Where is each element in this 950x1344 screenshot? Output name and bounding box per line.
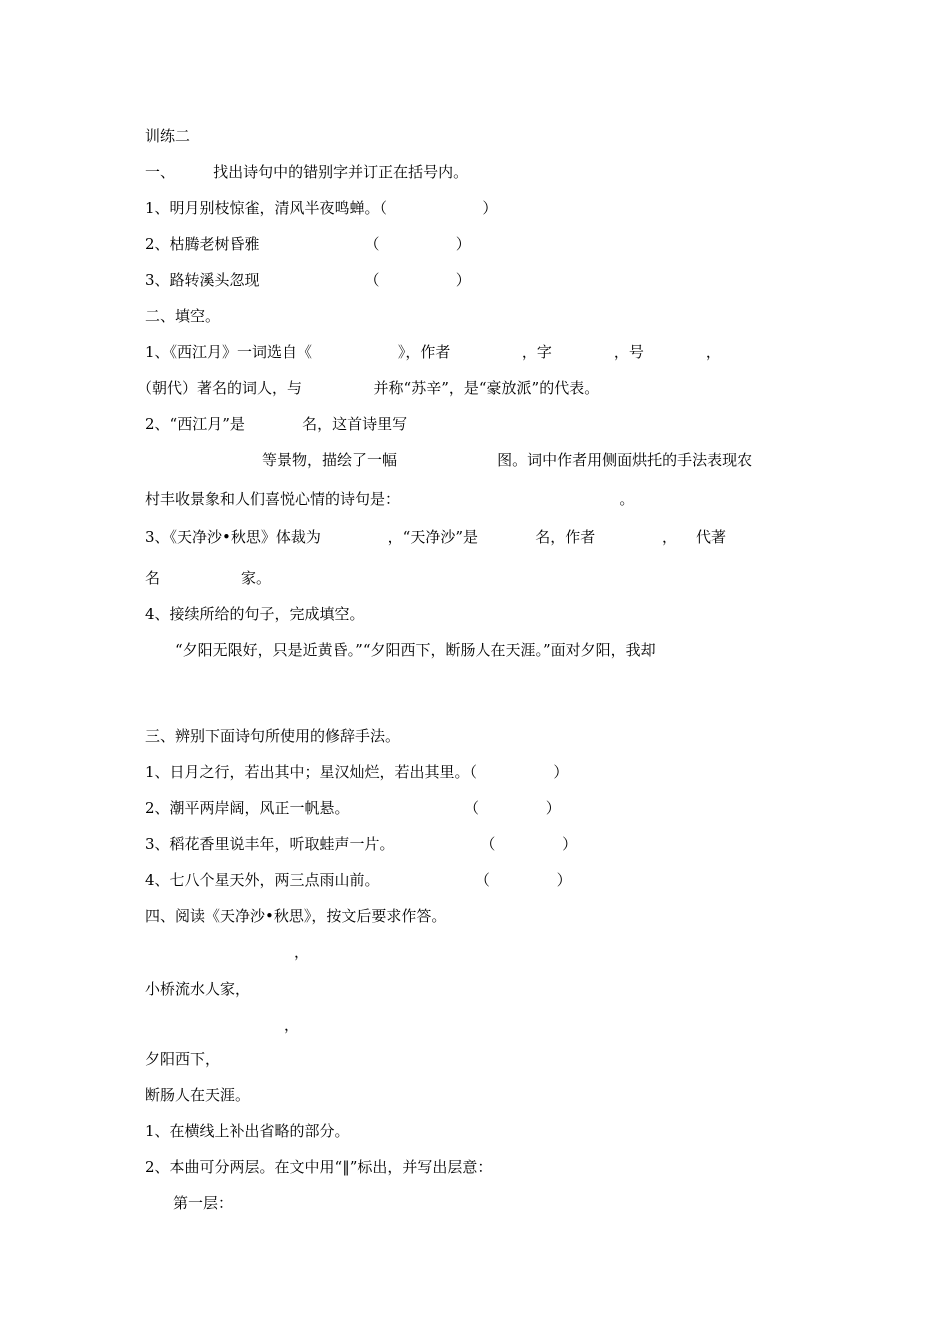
section-three-question-4: 4、七八个星天外，两三点雨山前。 （ ）: [145, 871, 572, 889]
section-two-question-3-line-1: 3、《天净沙•秋思》体裁为 ，“天净沙”是 名，作者 ， 代著: [145, 528, 727, 546]
section-three-heading: 三、辨别下面诗句所使用的修辞手法。: [145, 727, 401, 745]
section-two-heading: 二、填空。: [145, 307, 221, 325]
section-two-question-1-line-1: 1、《西江月》一词选自《 》，作者 ，字 ，号 ，: [145, 343, 721, 361]
poem-line-2: 小桥流水人家，: [145, 980, 251, 998]
section-four-question-2: 2、本曲可分两层。在文中用“‖”标出，并写出层意：: [145, 1158, 493, 1176]
section-three-question-1: 1、日月之行，若出其中；星汉灿烂，若出其里。（ ）: [145, 763, 569, 781]
poem-blank-line-3: ，: [284, 1016, 300, 1034]
page-title: 训练二: [145, 127, 191, 145]
section-two-question-4-line-1: 4、接续所给的句子，完成填空。: [145, 605, 365, 623]
first-layer-label: 第一层：: [173, 1194, 234, 1212]
section-four-question-1: 1、在横线上补出省略的部分。: [145, 1122, 350, 1140]
section-one-question-1: 1、明月别枝惊雀，清风半夜鸣蝉。（ ）: [145, 199, 498, 217]
section-three-question-3: 3、稻花香里说丰年，听取蛙声一片。 （ ）: [145, 835, 578, 853]
section-one-heading: 一、 找出诗句中的错别字并订正在括号内。: [145, 163, 469, 181]
section-three-question-2: 2、潮平两岸阔，风正一帆悬。 （ ）: [145, 799, 561, 817]
section-two-question-2-line-1: 2、“西江月”是 名，这首诗里写: [145, 415, 408, 433]
section-two-question-3-line-2: 名 家。: [145, 569, 272, 587]
section-two-question-2-line-2: 等景物，描绘了一幅 图。词中作者用侧面烘托的手法表现农: [262, 451, 753, 469]
poem-blank-line-1: ，: [294, 943, 310, 961]
section-two-question-4-line-2: “夕阳无限好，只是近黄昏。”“夕阳西下，断肠人在天涯。”面对夕阳，我却: [175, 641, 656, 659]
section-two-question-2-line-3: 村丰收景象和人们喜悦心情的诗句是： 。: [145, 490, 635, 508]
poem-line-4: 夕阳西下，: [145, 1050, 221, 1068]
section-two-question-1-line-2: （朝代）著名的词人，与 并称“苏辛”，是“豪放派”的代表。: [137, 379, 600, 397]
section-four-heading: 四、阅读《天净沙•秋思》，按文后要求作答。: [145, 907, 447, 925]
section-one-question-3: 3、路转溪头忽现 （ ）: [145, 271, 471, 289]
poem-line-5: 断肠人在天涯。: [145, 1086, 251, 1104]
section-one-question-2: 2、枯腾老树昏雅 （ ）: [145, 235, 471, 253]
